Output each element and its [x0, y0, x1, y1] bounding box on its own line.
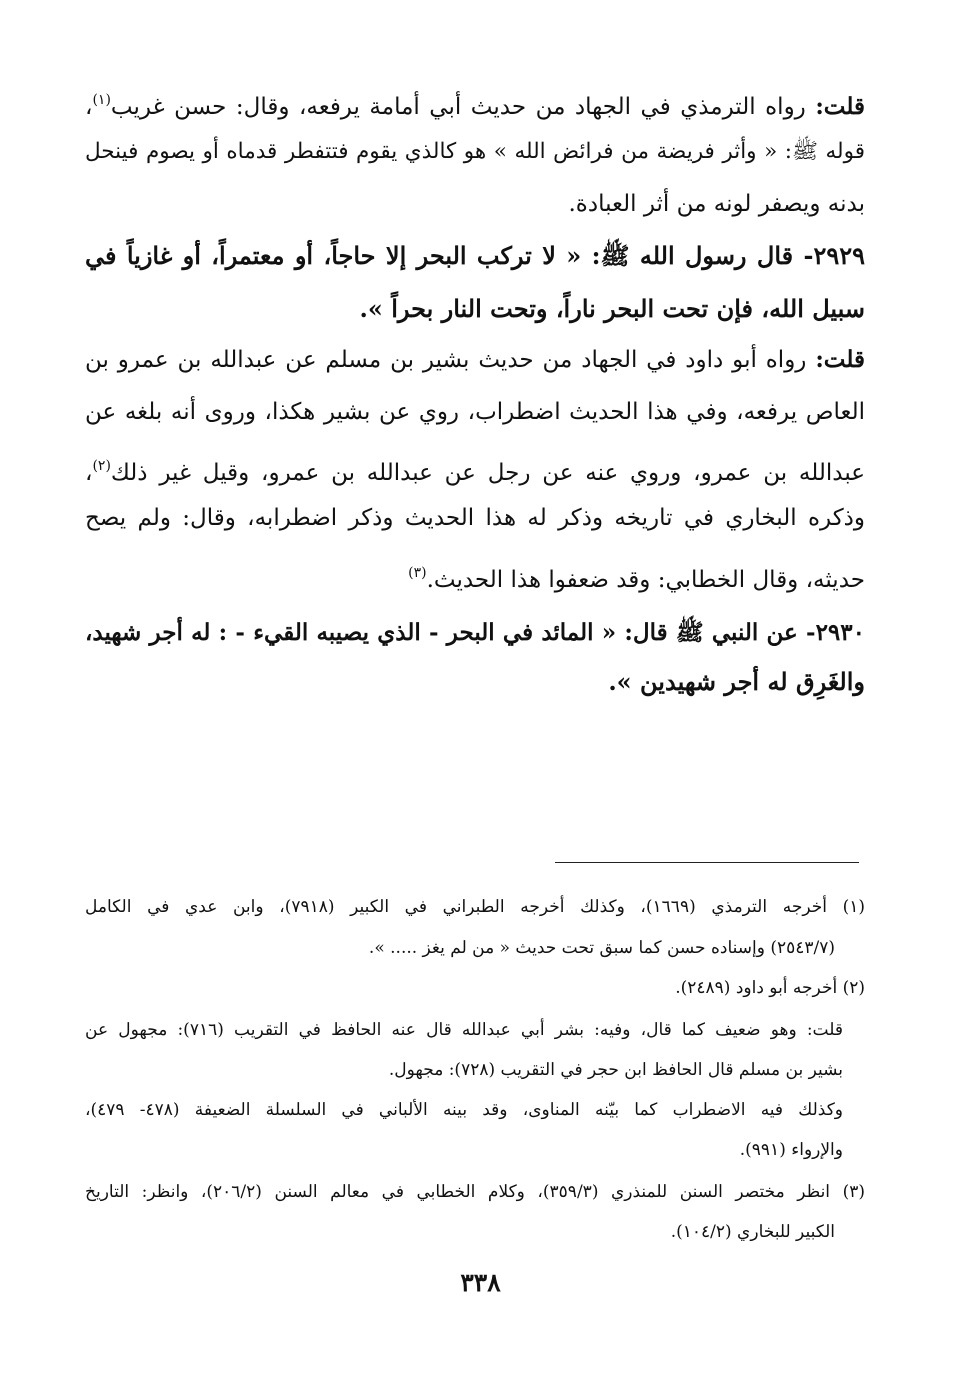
line-text: قلت: وهو ضعيف كما قال، وفيه: بشر أبي عبدالله قال عنه الحافظ في التقريب (٧١٦): مجهول عن	[85, 1020, 843, 1040]
hadith-2930-line	[85, 662, 865, 702]
footnote-line	[85, 892, 865, 922]
footnote-line	[85, 933, 835, 963]
line-text: والإرواء (٩٩١).	[739, 1140, 843, 1160]
line-text: (٣) انظر مختصر السنن للمنذري (٣٥٩/٣)، وكلام الخطابي في معالم السنن (٢٠٦/٢)، وانظر: التاريخ	[85, 1182, 865, 1202]
footnote-line	[85, 1177, 865, 1207]
footnote-line	[85, 1095, 843, 1125]
line-text: رواه الترمذي في الجهاد من حديث أبي أمامة يرفعه، وقال: حسن غريب	[110, 94, 816, 120]
line-text: (٢) أخرجه أبو داود (٢٤٨٩).	[675, 978, 865, 998]
footnote-ref[interactable]: (٢)	[92, 458, 111, 474]
line-text: وكذلك فيه الاضطراب كما بيّنه المناوى، وقد بينه الألباني في السلسلة الضعيفة (٤٧٨- ٤٧٩)،	[85, 1100, 843, 1120]
line-text: سبيل الله، فإن تحت البحر ناراً، وتحت النار بحراً ».	[359, 294, 865, 323]
footnote-line	[85, 1217, 835, 1247]
commentary-line	[85, 498, 865, 538]
footnote-line	[85, 1015, 843, 1045]
qultu-label: قلت:	[815, 93, 865, 120]
footnote-ref[interactable]: (٣)	[408, 565, 427, 581]
footnote-ref[interactable]: (١)	[92, 92, 111, 108]
footnote-line	[85, 973, 865, 1003]
commentary-line	[85, 553, 865, 593]
line-text: ٢٩٣٠- عن النبي ﷺ قال: « المائد في البحر - الذي يصيبه القيء - : له أجر شهيد،	[85, 619, 865, 646]
line-text: (٢٥٤٣/٧) وإسناده حسن كما سبق تحت حديث « من لم يغز ..... ».	[368, 938, 835, 958]
line-text: الكبير للبخاري (١٠٤/٢).	[670, 1222, 835, 1242]
commentary-line	[85, 446, 865, 486]
line-text: رواه أبو داود في الجهاد من حديث بشير بن مسلم عن عبدالله بن عمرو بن	[85, 347, 816, 373]
hadith-2929-line	[85, 289, 865, 329]
line-text: ٢٩٢٩- قال رسول الله ﷺ: « لا تركب البحر إلا حاجاً، أو معتمراً، أو غازياً في	[85, 241, 865, 270]
line-text: بدنه ويصفر لونه من أثر العبادة.	[568, 191, 865, 217]
line-text: حديثه، وقال الخطابي: وقد ضعفوا هذا الحديث.	[426, 567, 865, 593]
line-text: وذكره البخاري في تاريخه وذكر له هذا الحديث وذكر اضطرابه، وقال: ولم يصح	[85, 505, 865, 531]
line-text: بشير بن مسلم قال الحافظ ابن حجر في التقريب (٧٢٨): مجهول.	[388, 1060, 843, 1080]
line-text: قوله ﷺ: « وأثر فريضة من فرائض الله » هو كالذي يقوم فتتفطر قدماه أو يصوم فينحل	[85, 139, 865, 164]
commentary-line	[85, 132, 865, 172]
footnote-line	[85, 1135, 843, 1165]
footnote-separator	[555, 862, 859, 863]
page-number: ٣٣٨	[460, 1268, 501, 1297]
commentary-line	[85, 392, 865, 432]
line-text: عبدالله بن عمرو، وروي عنه عن رجل عن عبدالله بن عمرو، وقيل غير ذلك	[110, 460, 865, 486]
commentary-line	[85, 340, 865, 380]
line-text: (١) أخرجه الترمذي (١٦٦٩)، وكذلك أخرجه الطبراني في الكبير (٧٩١٨)، وابن عدي في الكامل	[85, 897, 865, 917]
line-text: العاص يرفعه، وفي هذا الحديث اضطراب، روي عن بشير هكذا، وروى أنه بلغه عن	[85, 399, 865, 425]
hadith-2929-line	[85, 236, 865, 276]
line-text: والغَرِق له أجر شهيدين ».	[608, 667, 865, 696]
footnote-line	[85, 1055, 843, 1085]
commentary-line	[85, 80, 865, 120]
hadith-2930-line	[85, 613, 865, 653]
qultu-label: قلت:	[815, 346, 865, 373]
commentary-line	[85, 184, 865, 224]
line-tail: ،	[85, 460, 93, 486]
line-tail: ،	[85, 94, 93, 120]
